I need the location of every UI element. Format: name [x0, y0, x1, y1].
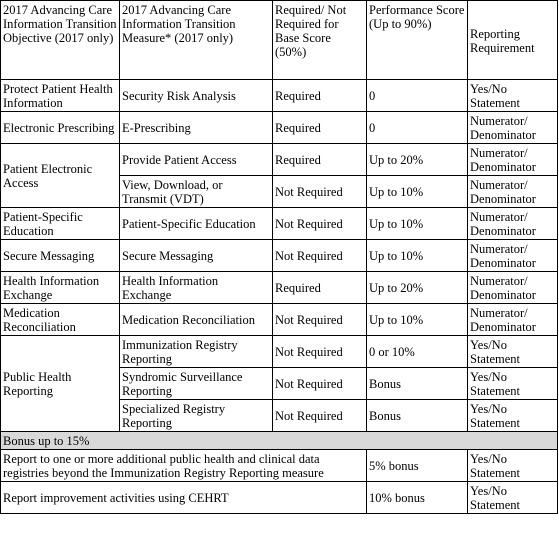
reporting-cell: Numerator/ Denominator: [468, 304, 558, 336]
score-cell: Bonus: [367, 368, 468, 400]
required-cell: Not Required: [273, 304, 367, 336]
required-cell: Not Required: [273, 240, 367, 272]
header-required: Required/ Not Required for Base Score (50%): [273, 1, 367, 80]
reporting-cell: Yes/No Statement: [468, 368, 558, 400]
bonus-header: Bonus up to 15%: [1, 432, 558, 450]
measure-cell: Medication Reconciliation: [120, 304, 273, 336]
reporting-cell: Numerator/ Denominator: [468, 176, 558, 208]
required-cell: Not Required: [273, 336, 367, 368]
table-row: [1, 240, 558, 272]
score-cell: 5% bonus: [367, 450, 468, 482]
required-cell: Required: [273, 272, 367, 304]
objective-cell: Patient-Specific Education: [1, 208, 120, 240]
score-cell: Up to 10%: [367, 176, 468, 208]
measure-cell: Health Information Exchange: [120, 272, 273, 304]
objective-cell: Public Health Reporting: [1, 336, 120, 432]
measure-cell: Patient-Specific Education: [120, 208, 273, 240]
objective-cell: Secure Messaging: [1, 240, 120, 272]
score-cell: Up to 10%: [367, 304, 468, 336]
table-row: [1, 144, 558, 176]
reporting-cell: Yes/No Statement: [468, 336, 558, 368]
required-cell: Required: [273, 144, 367, 176]
objective-cell: Medication Reconciliation: [1, 304, 120, 336]
table-row: [1, 112, 558, 144]
score-cell: Up to 10%: [367, 208, 468, 240]
score-cell: 10% bonus: [367, 482, 468, 514]
objective-cell: Protect Patient Health Information: [1, 80, 120, 112]
reporting-cell: Numerator/ Denominator: [468, 144, 558, 176]
required-cell: Required: [273, 80, 367, 112]
required-cell: Required: [273, 112, 367, 144]
reporting-cell: Numerator/ Denominator: [468, 208, 558, 240]
table-row: [1, 80, 558, 112]
required-cell: Not Required: [273, 368, 367, 400]
required-cell: Not Required: [273, 208, 367, 240]
required-cell: Not Required: [273, 176, 367, 208]
score-cell: Up to 20%: [367, 144, 468, 176]
reporting-cell: Yes/No Statement: [468, 80, 558, 112]
score-cell: Bonus: [367, 400, 468, 432]
measure-cell: Specialized Registry Reporting: [120, 400, 273, 432]
bonus-description-cell: Report to one or more additional public health and clinical data registries beyond the Immunization Registry Reporting measure: [1, 450, 367, 482]
score-cell: 0: [367, 80, 468, 112]
measure-cell: Immunization Registry Reporting: [120, 336, 273, 368]
reporting-cell: Yes/No Statement: [468, 400, 558, 432]
reporting-cell: Numerator/ Denominator: [468, 240, 558, 272]
table-row: [1, 336, 558, 368]
reporting-cell: Numerator/ Denominator: [468, 112, 558, 144]
score-cell: Up to 20%: [367, 272, 468, 304]
score-cell: Up to 10%: [367, 240, 468, 272]
bonus-description-cell: Report improvement activities using CEHRT: [1, 482, 367, 514]
bonus-header-row: [1, 432, 558, 450]
reporting-cell: Yes/No Statement: [468, 450, 558, 482]
table-header-row: [1, 1, 558, 80]
reporting-cell: Numerator/ Denominator: [468, 272, 558, 304]
header-performance-score: Performance Score (Up to 90%): [367, 1, 468, 80]
measure-cell: Secure Messaging: [120, 240, 273, 272]
table-row: [1, 272, 558, 304]
objective-cell: Health Information Exchange: [1, 272, 120, 304]
table-row: [1, 450, 558, 482]
required-cell: Not Required: [273, 400, 367, 432]
score-cell: 0 or 10%: [367, 336, 468, 368]
reporting-cell: Yes/No Statement: [468, 482, 558, 514]
measure-cell: Security Risk Analysis: [120, 80, 273, 112]
table-row: [1, 304, 558, 336]
objective-cell: Patient Electronic Access: [1, 144, 120, 208]
table-row: [1, 482, 558, 514]
objective-cell: Electronic Prescribing: [1, 112, 120, 144]
measure-cell: Syndromic Surveillance Reporting: [120, 368, 273, 400]
measure-cell: E-Prescribing: [120, 112, 273, 144]
table-row: [1, 208, 558, 240]
header-reporting-requirement: Reporting Requirement: [468, 1, 558, 80]
header-objective: 2017 Advancing Care Information Transition Objective (2017 only): [1, 1, 120, 80]
header-measure: 2017 Advancing Care Information Transition Measure* (2017 only): [120, 1, 273, 80]
score-cell: 0: [367, 112, 468, 144]
measure-cell: View, Download, or Transmit (VDT): [120, 176, 273, 208]
measure-cell: Provide Patient Access: [120, 144, 273, 176]
